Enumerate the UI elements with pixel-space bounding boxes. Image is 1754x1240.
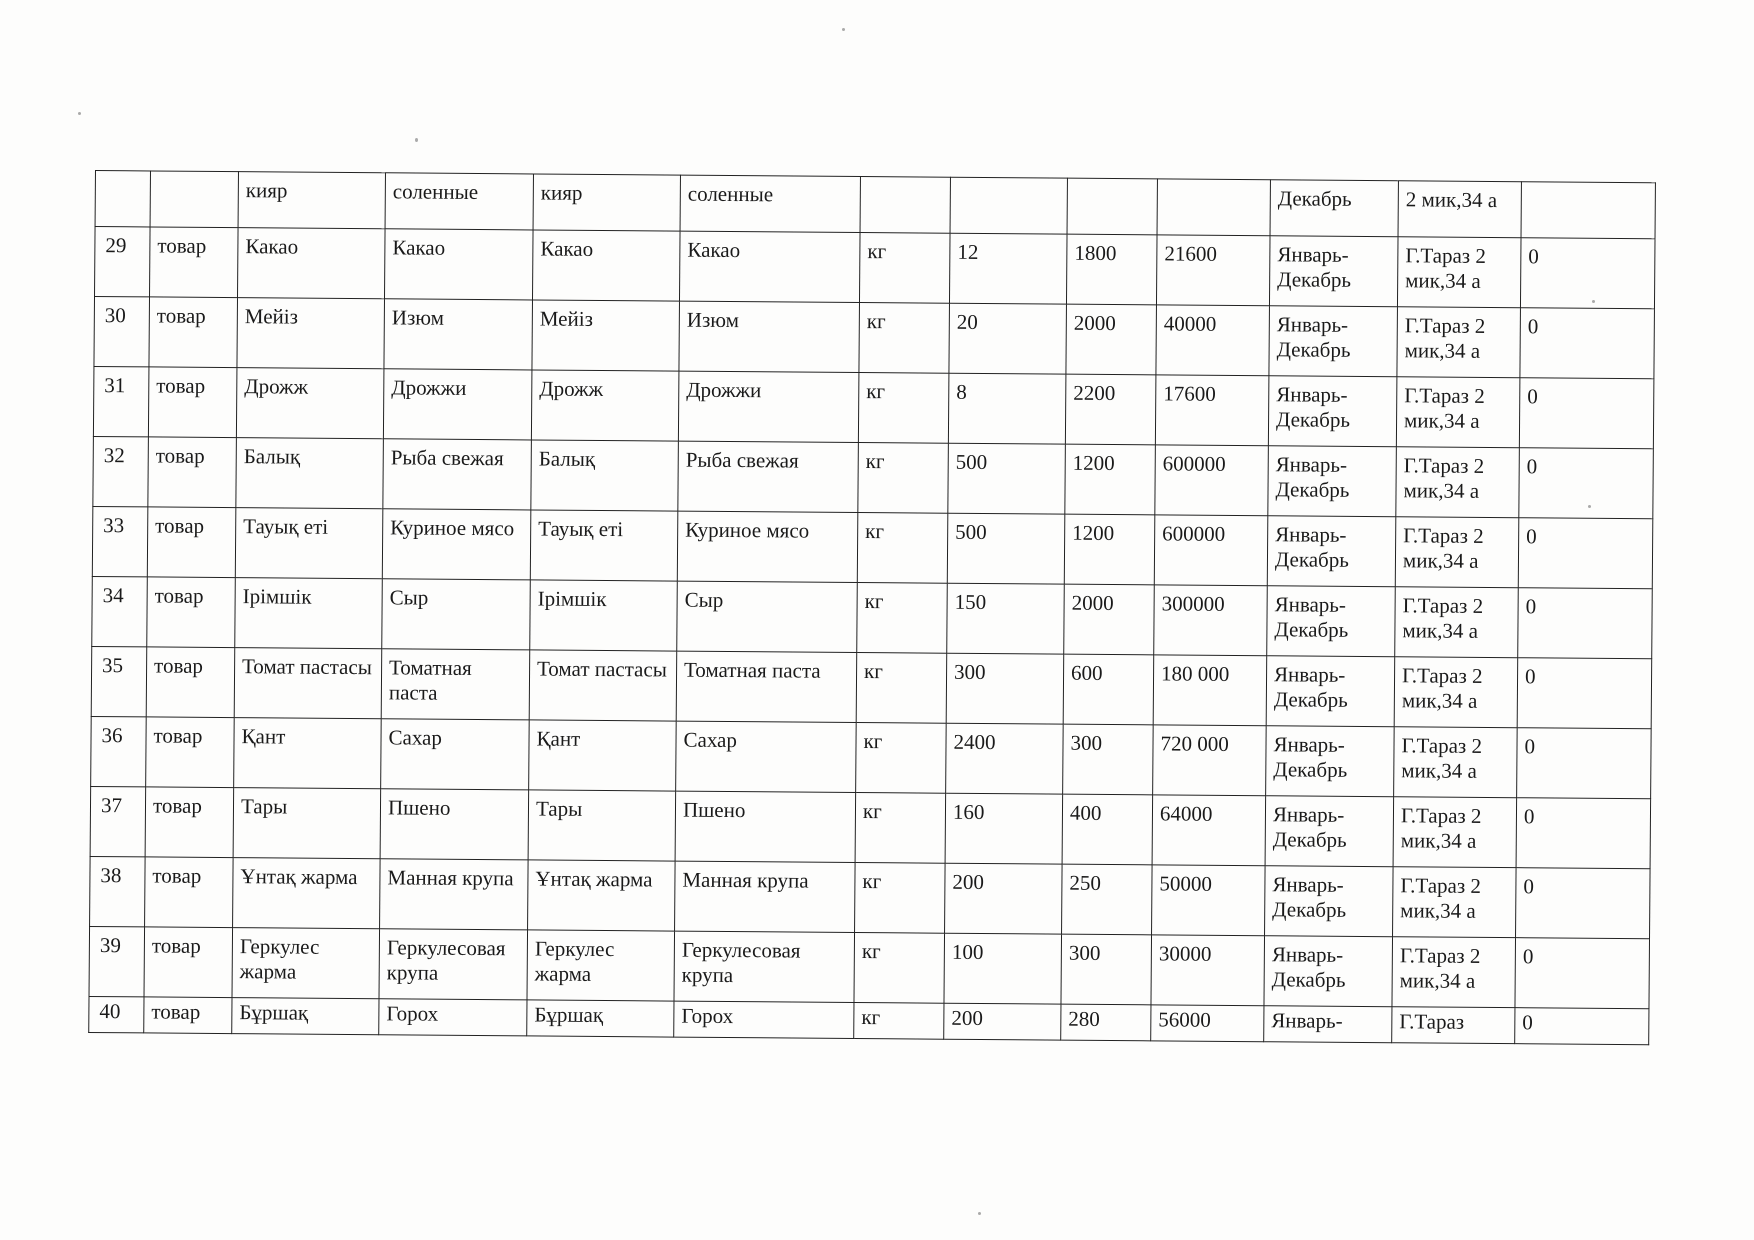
cell-sum: 30000 (1151, 935, 1265, 1006)
cell-name-ru: Какао (384, 229, 533, 300)
scan-speck (415, 138, 418, 142)
cell-characteristic-ru: Куриное мясо (677, 511, 858, 582)
cell-type: товар (147, 577, 236, 648)
cell-characteristic-ru: Горох (674, 1001, 854, 1038)
cell-name-ru: Манная крупа (380, 859, 529, 930)
cell-delivery-place: Г.Тараз 2 мик,34 а (1397, 307, 1521, 378)
cell-quantity: 12 (949, 233, 1067, 304)
cell-characteristic-kz: Бұршақ (527, 1000, 674, 1037)
cell-unit: кг (857, 513, 948, 584)
cell-quantity: 500 (947, 513, 1065, 584)
cell-price: 600 (1063, 654, 1154, 725)
cell-price (1067, 178, 1157, 235)
cell-type: товар (145, 857, 234, 928)
cell-type: товар (146, 647, 235, 718)
cell-characteristic-ru: Сыр (677, 581, 858, 652)
table-row (92, 506, 1653, 588)
cell-type: товар (146, 717, 235, 788)
cell-delivery-place: Г.Тараз 2 мик,34 а (1396, 377, 1520, 448)
cell-quantity: 150 (947, 583, 1065, 654)
cell-characteristic-kz: Қант (529, 720, 677, 791)
cell-price: 2000 (1066, 304, 1157, 375)
procurement-table (88, 170, 1656, 1045)
cell-delivery-place: 2 мик,34 а (1398, 181, 1521, 238)
cell-name-kz: Ірімшік (235, 578, 383, 649)
cell-characteristic-kz: Тары (528, 790, 676, 861)
cell-advance: 0 (1516, 798, 1651, 869)
cell-price: 1200 (1065, 444, 1156, 515)
cell-price: 250 (1062, 864, 1153, 935)
cell-number: 38 (90, 856, 146, 926)
cell-number: 29 (95, 227, 151, 297)
table-row (93, 366, 1654, 448)
cell-characteristic-ru: Пшено (675, 791, 856, 862)
cell-quantity: 20 (949, 303, 1067, 374)
cell-advance: 0 (1515, 1008, 1649, 1045)
cell-name-ru: Сахар (381, 719, 530, 790)
cell-period: Январь-Декабрь (1267, 516, 1396, 587)
scan-speck (978, 1212, 981, 1215)
cell-name-kz: Дрожж (236, 368, 384, 439)
cell-sum: 40000 (1156, 305, 1270, 376)
cell-name-ru: Томатная паста (381, 649, 530, 720)
cell-type: товар (145, 787, 234, 858)
cell-period: Декабрь (1270, 180, 1398, 237)
cell-type (150, 171, 238, 228)
cell-name-ru: соленные (385, 173, 533, 230)
cell-period: Январь-Декабрь (1269, 236, 1398, 307)
cell-unit: кг (854, 932, 945, 1003)
cell-unit: кг (855, 862, 946, 933)
cell-characteristic-ru: Сахар (676, 721, 857, 792)
cell-number (95, 171, 150, 227)
cell-unit: кг (859, 303, 950, 374)
cell-quantity: 100 (944, 933, 1062, 1004)
cell-period: Январь-Декабрь (1267, 586, 1396, 657)
cell-characteristic-ru: Геркулесовая крупа (674, 931, 855, 1002)
cell-number: 37 (90, 786, 146, 856)
cell-unit: кг (858, 443, 949, 514)
cell-type: товар (150, 227, 239, 298)
cell-sum: 600000 (1155, 445, 1269, 516)
cell-number: 31 (93, 366, 149, 436)
cell-unit: кг (859, 233, 950, 304)
table-row (92, 576, 1653, 658)
cell-type: товар (149, 297, 238, 368)
cell-advance: 0 (1519, 448, 1654, 519)
cell-number: 36 (91, 716, 147, 786)
cell-name-ru: Рыба свежая (383, 439, 532, 510)
cell-period: Январь-Декабрь (1266, 656, 1395, 727)
cell-type: товар (147, 507, 236, 578)
item-rows (89, 227, 1655, 1009)
cell-characteristic-kz: Ұнтақ жарма (528, 860, 676, 931)
cell-unit: кг (856, 652, 947, 723)
cell-quantity: 2400 (946, 723, 1064, 794)
table-row (90, 786, 1651, 868)
scan-speck (842, 28, 845, 31)
cell-characteristic-kz: кияр (533, 174, 680, 231)
cell-characteristic-ru: Рыба свежая (678, 441, 859, 512)
cell-delivery-place: Г.Тараз 2 мик,34 а (1394, 727, 1518, 798)
cell-quantity (950, 177, 1067, 234)
cell-name-ru: Горох (379, 999, 527, 1036)
cell-quantity: 200 (945, 863, 1063, 934)
cell-characteristic-ru: соленные (680, 175, 860, 232)
cell-characteristic-ru: Томатная паста (676, 651, 857, 722)
cell-name-kz: Қант (234, 718, 382, 789)
cell-advance: 0 (1516, 868, 1651, 939)
cell-unit: кг (854, 1002, 944, 1039)
cell-advance: 0 (1520, 238, 1655, 309)
cell-delivery-place: Г.Тараз 2 мик,34 а (1392, 937, 1516, 1008)
cell-name-kz: Тауық еті (235, 508, 383, 579)
cell-characteristic-kz: Ірімшік (530, 580, 678, 651)
cell-price: 1200 (1064, 514, 1155, 585)
cell-advance: 0 (1515, 938, 1650, 1009)
cell-price: 300 (1061, 934, 1152, 1005)
cell-unit: кг (856, 722, 947, 793)
cell-name-kz: Ұнтақ жарма (233, 858, 381, 929)
cell-sum: 300000 (1154, 585, 1268, 656)
cell-characteristic-kz: Балық (531, 440, 679, 511)
cell-number: 30 (94, 297, 150, 367)
cell-name-ru: Геркулесовая крупа (379, 929, 528, 1000)
cell-price: 300 (1063, 724, 1154, 795)
table-row (90, 856, 1651, 938)
cell-name-kz: кияр (238, 172, 385, 229)
cell-price: 280 (1061, 1004, 1151, 1041)
cell-quantity: 300 (946, 653, 1064, 724)
cell-sum: 64000 (1152, 795, 1266, 866)
cell-unit (860, 177, 950, 234)
cell-delivery-place: Г.Тараз 2 мик,34 а (1393, 797, 1517, 868)
scan-speck (78, 112, 81, 115)
table-row (94, 297, 1655, 379)
cell-characteristic-ru: Манная крупа (675, 861, 856, 932)
table-row (91, 646, 1652, 728)
cell-delivery-place: Г.Тараз 2 мик,34 а (1397, 237, 1521, 308)
cell-sum: 21600 (1156, 235, 1270, 306)
table-row (89, 926, 1650, 1008)
cell-unit: кг (858, 373, 949, 444)
cell-name-ru: Сыр (382, 579, 531, 650)
cell-name-kz: Бұршақ (232, 998, 379, 1035)
cell-number: 32 (93, 436, 149, 506)
cell-characteristic-kz: Тауық еті (530, 510, 678, 581)
cell-characteristic-kz: Томат пастасы (529, 650, 677, 721)
cell-price: 400 (1062, 794, 1153, 865)
cell-advance: 0 (1519, 378, 1654, 449)
cell-delivery-place: Г.Тараз (1392, 1007, 1515, 1044)
cell-delivery-place: Г.Тараз 2 мик,34 а (1393, 867, 1517, 938)
table-row (95, 227, 1656, 309)
cell-delivery-place: Г.Тараз 2 мик,34 а (1395, 517, 1519, 588)
cell-quantity: 500 (948, 443, 1066, 514)
cell-period: Январь-Декабрь (1265, 866, 1394, 937)
table-row (93, 436, 1654, 518)
cell-period: Январь-Декабрь (1268, 446, 1397, 517)
cell-characteristic-kz: Какао (532, 230, 680, 301)
cell-price: 1800 (1066, 234, 1157, 305)
cell-type: товар (148, 437, 237, 508)
cell-number: 33 (92, 506, 148, 576)
cell-name-kz: Тары (233, 788, 381, 859)
cell-name-ru: Пшено (380, 789, 529, 860)
cell-characteristic-kz: Дрожж (531, 370, 679, 441)
cell-advance: 0 (1518, 588, 1653, 659)
cell-delivery-place: Г.Тараз 2 мик,34 а (1396, 447, 1520, 518)
cell-sum: 600000 (1154, 515, 1268, 586)
cell-delivery-place: Г.Тараз 2 мик,34 а (1395, 587, 1519, 658)
cell-type: товар (144, 997, 232, 1034)
cell-advance: 0 (1517, 658, 1652, 729)
cell-price: 2000 (1064, 584, 1155, 655)
cell-sum (1157, 179, 1270, 236)
cell-advance: 0 (1517, 728, 1652, 799)
cell-period: Январь- (1264, 1006, 1392, 1043)
cell-number: 35 (91, 646, 147, 716)
cell-sum: 720 000 (1153, 725, 1267, 796)
cell-quantity: 160 (945, 793, 1063, 864)
cell-period: Январь-Декабрь (1264, 936, 1393, 1007)
cell-period: Январь-Декабрь (1269, 306, 1398, 377)
cell-sum: 17600 (1155, 375, 1269, 446)
cell-type: товар (144, 927, 233, 998)
cell-name-ru: Куриное мясо (382, 509, 531, 580)
cell-name-kz: Балық (236, 438, 384, 509)
cell-period: Январь-Декабрь (1268, 376, 1397, 447)
cell-number: 34 (92, 576, 148, 646)
cell-name-ru: Изюм (384, 299, 533, 370)
table-row (91, 716, 1652, 798)
cell-quantity: 8 (948, 373, 1066, 444)
cell-sum: 180 000 (1153, 655, 1267, 726)
cell-advance: 0 (1518, 518, 1653, 589)
cell-sum: 56000 (1151, 1005, 1264, 1042)
cell-unit: кг (855, 792, 946, 863)
cell-period: Январь-Декабрь (1265, 796, 1394, 867)
cell-quantity: 200 (944, 1003, 1061, 1040)
cell-delivery-place: Г.Тараз 2 мик,34 а (1394, 657, 1518, 728)
cell-name-ru: Дрожжи (383, 369, 532, 440)
cell-name-kz: Геркулес жарма (232, 928, 380, 999)
cell-name-kz: Какао (238, 228, 386, 299)
cell-advance: 0 (1520, 308, 1655, 379)
cell-advance (1521, 182, 1655, 239)
cell-number: 40 (89, 996, 144, 1032)
cell-name-kz: Мейіз (237, 298, 385, 369)
cell-characteristic-kz: Мейіз (532, 300, 680, 371)
cell-characteristic-ru: Какао (679, 231, 860, 302)
cell-number: 39 (89, 926, 145, 996)
cell-name-kz: Томат пастасы (234, 648, 382, 719)
cell-characteristic-ru: Дрожжи (678, 371, 859, 442)
cell-characteristic-ru: Изюм (679, 301, 860, 372)
cell-unit: кг (857, 582, 948, 653)
cell-sum: 50000 (1152, 865, 1266, 936)
cell-type: товар (148, 367, 237, 438)
cell-price: 2200 (1065, 374, 1156, 445)
cell-characteristic-kz: Геркулес жарма (527, 930, 675, 1001)
cell-period: Январь-Декабрь (1266, 726, 1395, 797)
